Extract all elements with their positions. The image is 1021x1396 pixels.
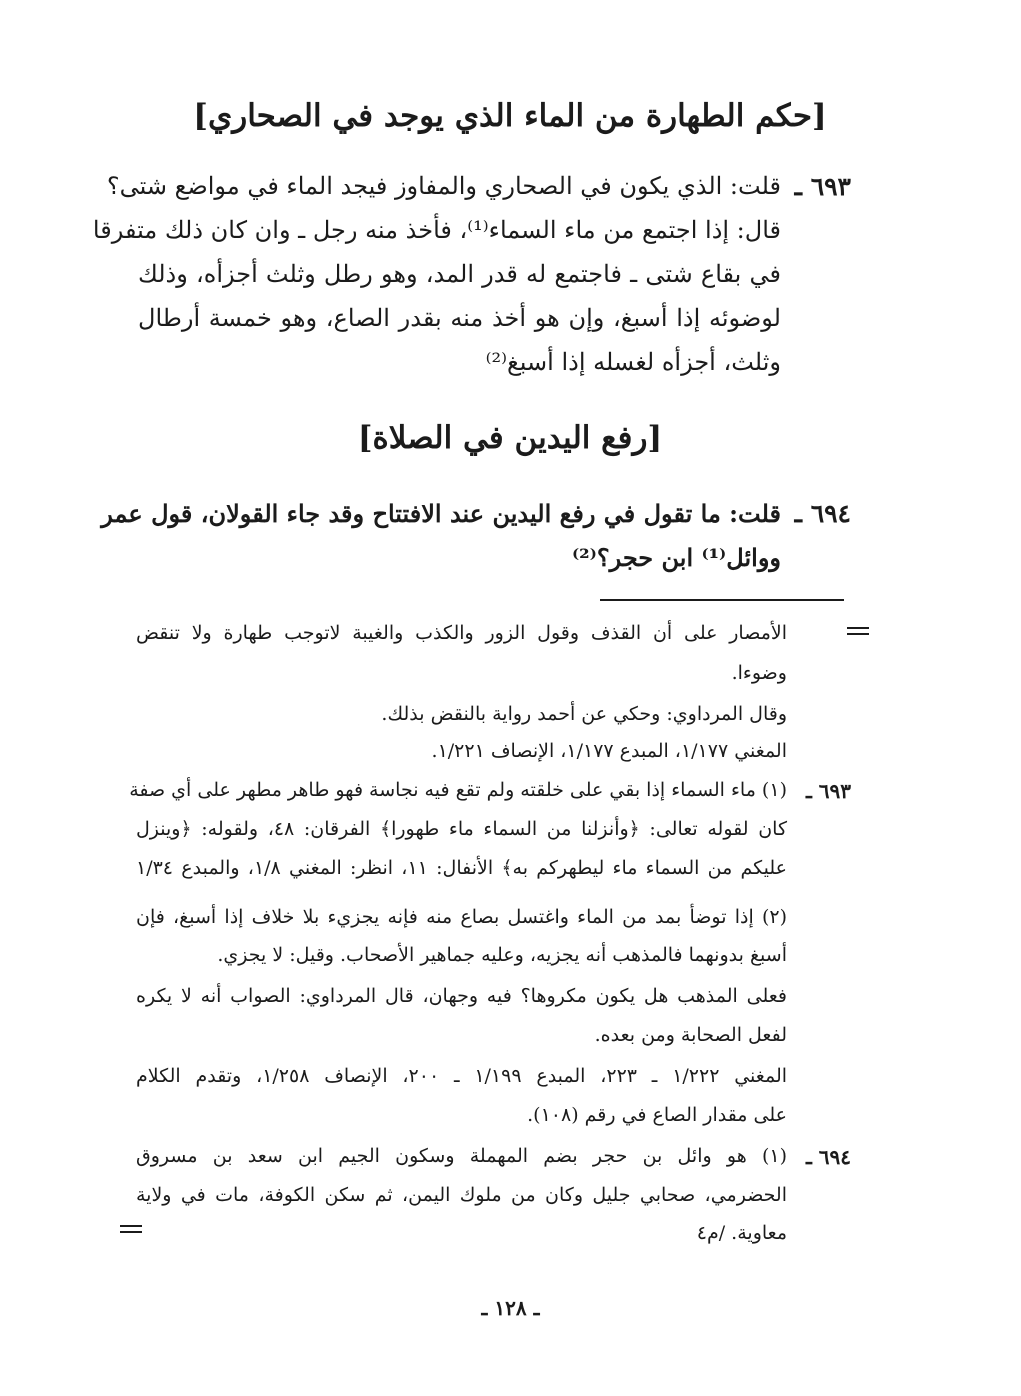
footnote-693-2-line: (٢) إذا توضأ بمد من الماء واغتسل بصاع منه فإنه يجزيء بلا خلاف إذا أسبغ، فإن <box>136 906 787 928</box>
page-number: ـ ١٢٨ ـ <box>481 1296 540 1320</box>
question-693-line: قال: إذا اجتمع من ماء السماء⁽¹⁾، فأخذ منه رجل ـ وان كان ذلك متفرقا <box>92 216 781 244</box>
footnote-separator <box>600 599 844 601</box>
question-693-line: في بقاع شتى ـ فاجتمع له قدر المد، وهو رطل وثلث أجزأه، وذلك <box>138 260 781 288</box>
footnote-693-1-line: كان لقوله تعالى: ﴿وأنزلنا من السماء ماء طهورا﴾ الفرقان: ٤٨، ولقوله: ﴿وينزل <box>136 818 787 840</box>
footnote-693-1-line: عليكم من السماء ماء ليطهركم به﴾ الأنفال: ١١، انظر: المغني ١/٨، والمبدع ١/٣٤ <box>136 857 788 879</box>
question-694-line: ووائل⁽¹⁾ ابن حجر؟⁽²⁾ <box>572 543 781 572</box>
footnote-group-number-694: ٦٩٤ ـ <box>805 1145 851 1169</box>
question-693-line: لوضوئه إذا أسبغ، وإن هو أخذ منه بقدر الصاع، وهو خمسة أرطال <box>138 304 781 332</box>
question-number-694: ٦٩٤ ـ <box>794 499 851 528</box>
footnote-693-2-line: أسبغ بدونهما فالمذهب أنه يجزيه، وعليه جماهير الأصحاب. وقيل: لا يجزي. <box>217 944 787 966</box>
question-number-693: ٦٩٣ ـ <box>794 172 851 201</box>
question-693-line: وثلث، أجزأه لغسله إذا أسبغ⁽²⁾ <box>485 348 781 376</box>
footnote-continued-line: المغني ١/١٧٧، المبدع ١/١٧٧، الإنصاف ١/٢٢١. <box>431 740 787 762</box>
footnote-continued-line: وقال المرداوي: وحكي عن أحمد رواية بالنقض بذلك. <box>381 703 787 725</box>
footnote-694-1-line: معاوية. /م٤ <box>696 1222 787 1244</box>
section-heading-taharah: [حكم الطهارة من الماء الذي يوجد في الصحاري] <box>193 98 827 134</box>
footnote-group-number-693: ٦٩٣ ـ <box>805 779 851 803</box>
footnote-continued-line: الأمصار على أن القذف وقول الزور والكذب والغيبة لاتوجب طهارة ولا تنقض <box>136 622 787 644</box>
section-heading-raf-al-yadayn: [رفع اليدين في الصلاة] <box>357 420 663 456</box>
footnote-693-2-line: فعلى المذهب هل يكون مكروها؟ فيه وجهان، قال المرداوي: الصواب أنه لا يكره <box>136 985 787 1007</box>
continuation-mark-icon <box>847 627 869 639</box>
footnote-693-2-line: لفعل الصحابة ومن بعده. <box>594 1024 787 1046</box>
footnote-694-1-line: الحضرمي، صحابي جليل وكان من ملوك اليمن، ثم سكن الكوفة، مات في ولاية <box>136 1184 787 1206</box>
footnote-693-2-line: المغني ١/٢٢٢ ـ ٢٢٣، المبدع ١/١٩٩ ـ ٢٠٠، الإنصاف ١/٢٥٨، وتقدم الكلام <box>136 1065 788 1087</box>
question-693-line: قلت: الذي يكون في الصحاري والمفاوز فيجد الماء في مواضع شتى؟ <box>106 172 781 200</box>
footnote-693-1-line: (١) ماء السماء إذا بقي على خلقته ولم تقع فيه نجاسة فهو طاهر مطهر على أي صفة <box>129 779 787 801</box>
question-694-line: قلت: ما تقول في رفع اليدين عند الافتتاح وقد جاء القولان، قول عمر <box>101 499 781 528</box>
footnote-continued-line: وضوءا. <box>731 662 787 684</box>
footnote-694-1-line: (١) هو وائل بن حجر بضم المهملة وسكون الجيم ابن سعد بن مسروق <box>136 1145 787 1167</box>
footnote-693-2-line: على مقدار الصاع في رقم (١٠٨). <box>527 1104 787 1126</box>
continuation-mark-icon <box>120 1225 142 1237</box>
